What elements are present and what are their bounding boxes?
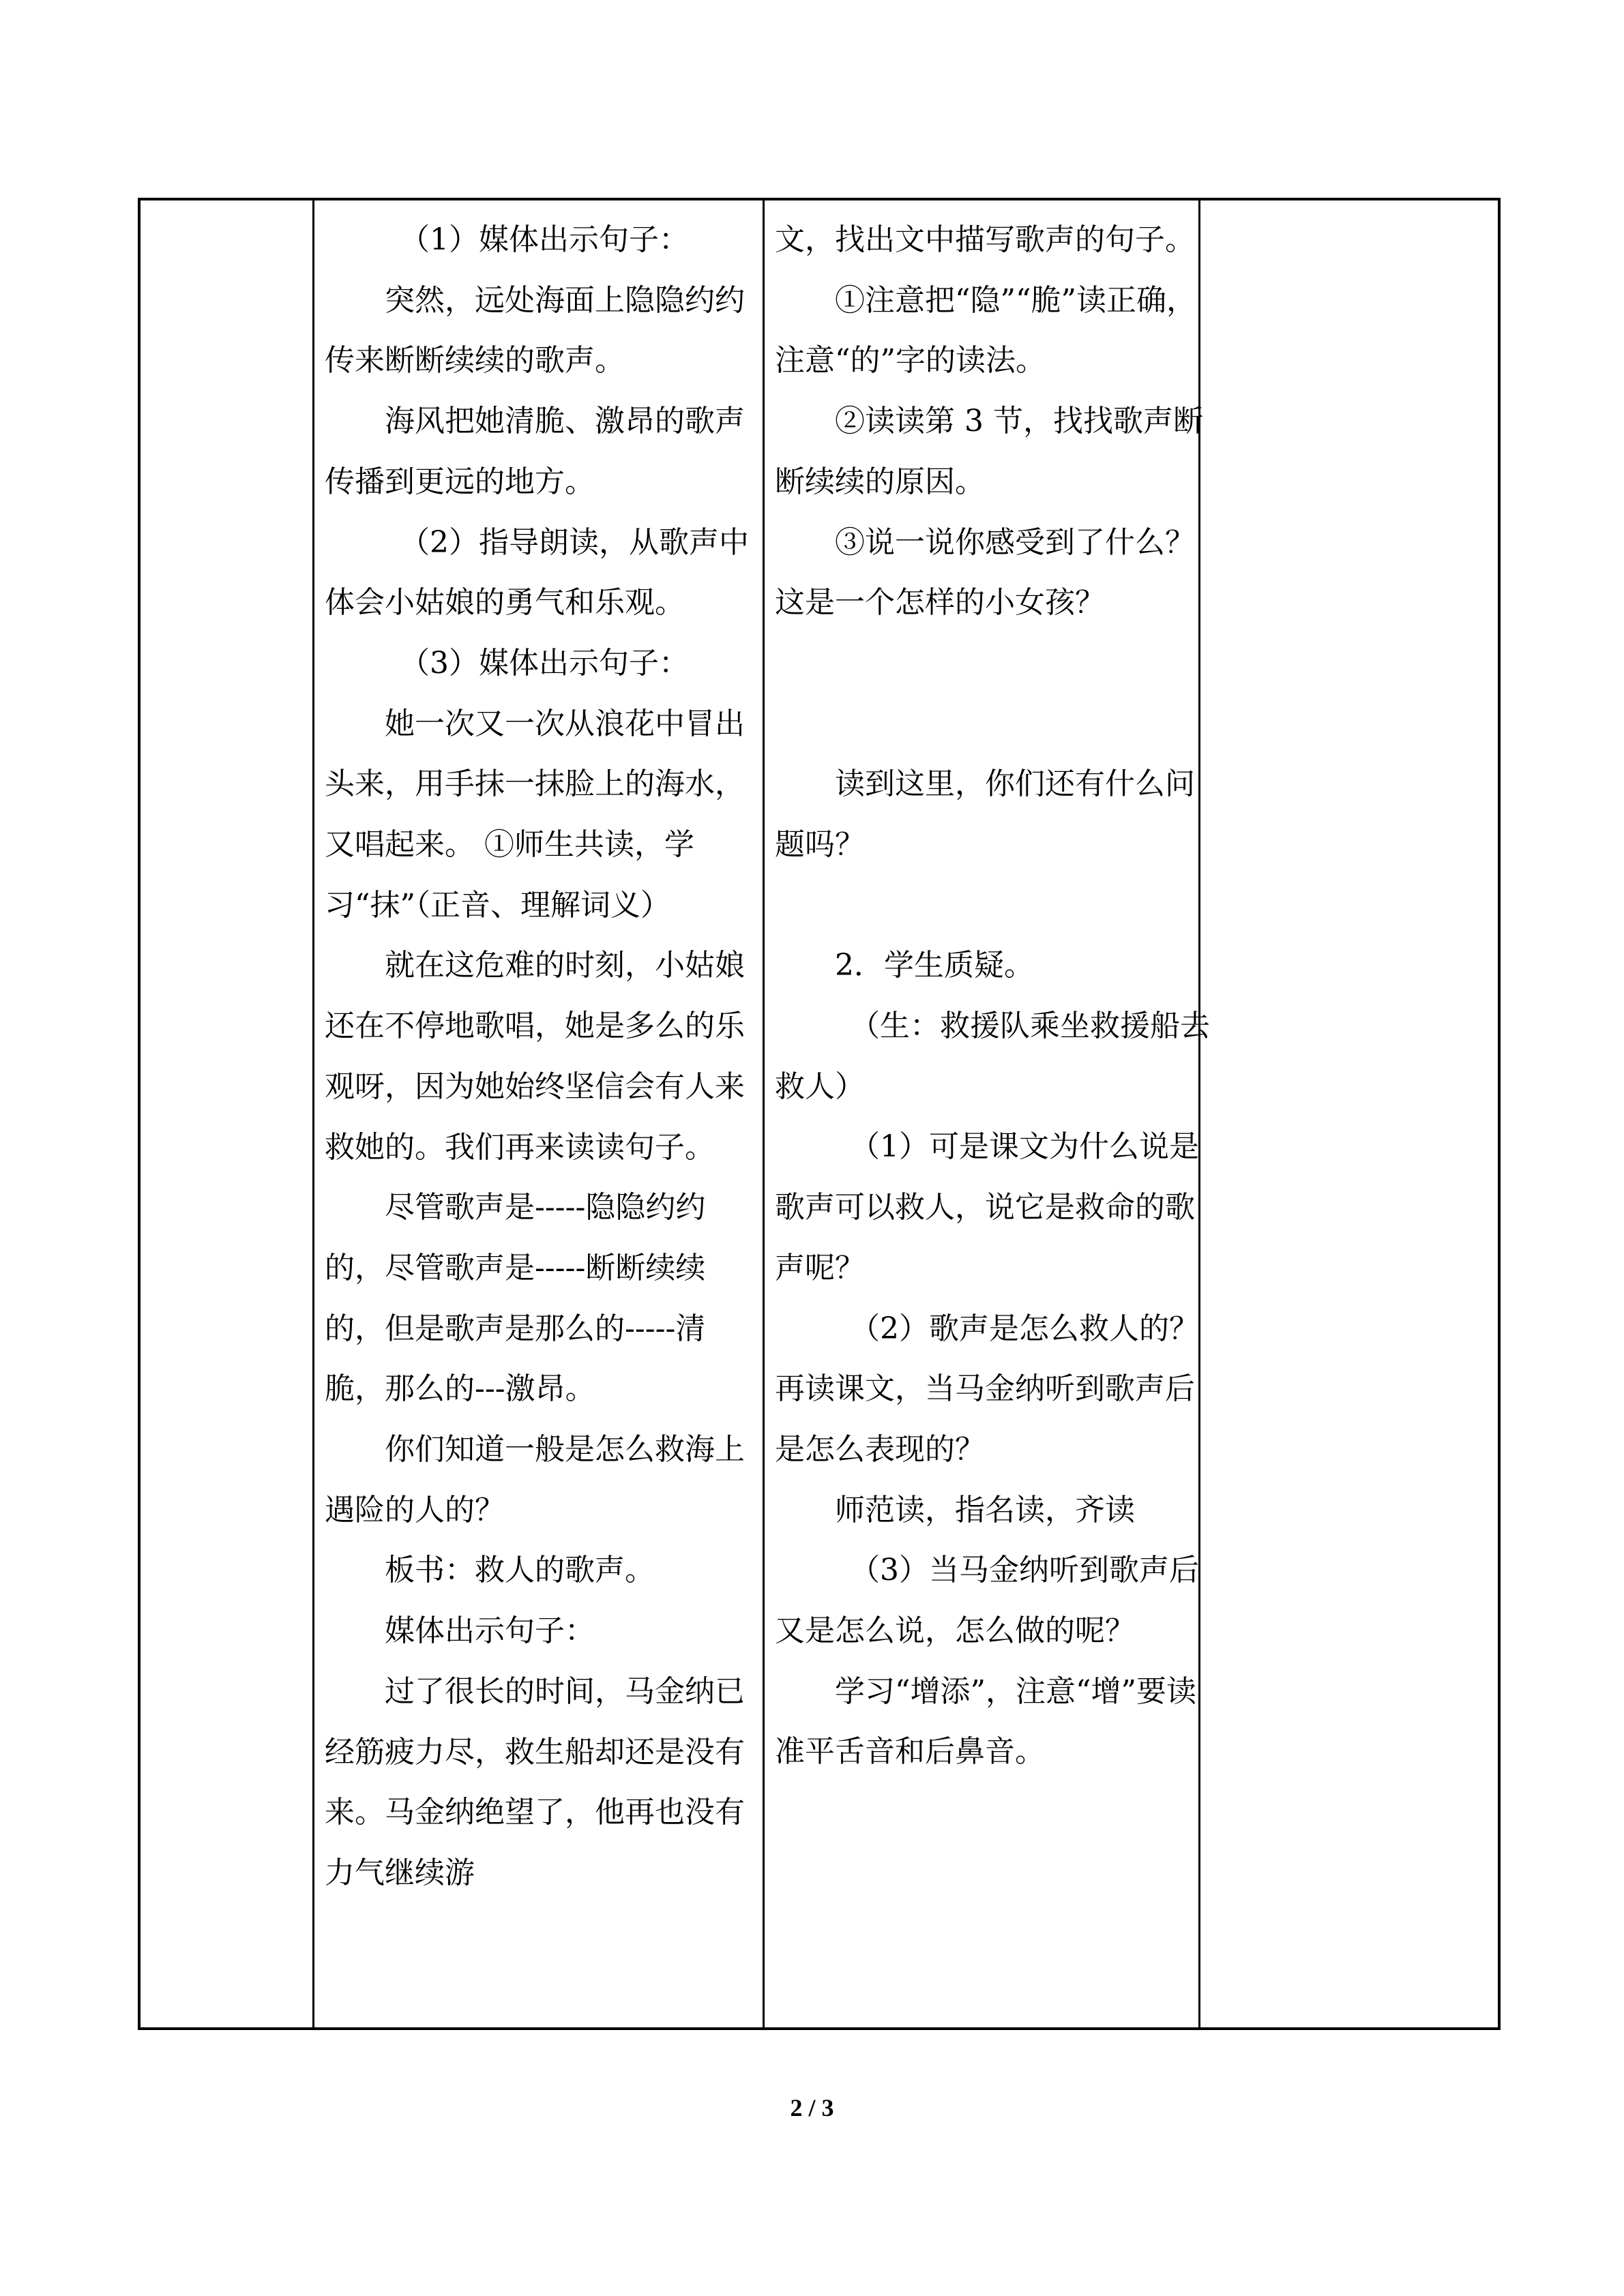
column-divider-2	[763, 200, 765, 2027]
student-activity-cell	[775, 210, 1211, 1783]
spacer	[775, 633, 1211, 754]
lesson-table	[138, 198, 1501, 2030]
paragraph: 她一次又一次从浪花中冒出头来，用手抹一抹脸上的海水，又唱起来。 ①师生共读，学习“抹”（正音、理解词义）	[325, 706, 745, 923]
paragraph: 学习“增添”，注意“增”要读准平舌音和后鼻音。	[775, 1673, 1196, 1770]
paragraph: （1）可是课文为什么说是歌声可以救人，说它是救命的歌声呢？	[775, 1129, 1199, 1285]
paragraph: 你们知道一般是怎么救海上遇险的人的？	[325, 1432, 745, 1527]
paragraph: 读到这里，你们还有什么问题吗？	[775, 766, 1195, 862]
paragraph: （1）媒体出示句子：	[400, 222, 689, 257]
paragraph: ②读读第 3 节，找找歌声断断续续的原因。	[775, 404, 1203, 499]
paragraph: （2）歌声是怎么救人的？再读课文，当马金纳听到歌声后是怎么表现的？	[775, 1311, 1199, 1467]
paragraph: ③说一说你感受到了什么？这是一个怎样的小女孩？	[775, 524, 1195, 621]
paragraph: ①注意把“隐”“脆”读正确，注意“的”字的读法。	[775, 282, 1196, 378]
paragraph: 尽管歌声是-----隐隐约约的，尽管歌声是-----断断续续的，但是歌声是那么的-----清脆，那么的---激昂。	[325, 1190, 706, 1407]
paragraph: （生：救援队乘坐救援船去救人）	[775, 1009, 1210, 1104]
page-number: 2 / 3	[790, 2094, 834, 2121]
paragraph: （3）媒体出示句子：	[400, 645, 689, 681]
paragraph: 突然，远处海面上隐隐约约传来断断续续的歌声。	[325, 282, 745, 378]
paragraph: （2）指导朗读，从歌声中体会小姑娘的勇气和乐观。	[325, 524, 749, 621]
paragraph: 过了很长的时间，马金纳已经筋疲力尽，救生船却还是没有来。马金纳绝望了，他再也没有力气继续游	[325, 1673, 745, 1890]
paragraph: 2．学生质疑。	[835, 948, 1034, 983]
teacher-activity-cell	[325, 210, 754, 1904]
paragraph: 板书：救人的歌声。	[385, 1553, 655, 1588]
column-divider-1	[312, 200, 314, 2027]
paragraph: 海风把她清脆、激昂的歌声传播到更远的地方。	[325, 404, 745, 499]
paragraph: 师范读，指名读，齐读	[835, 1492, 1135, 1527]
paragraph: 文，找出文中描写歌声的句子。	[775, 222, 1195, 257]
paragraph: 就在这危难的时刻，小姑娘还在不停地歌唱，她是多么的乐观呀，因为她始终坚信会有人来救她的。我们再来读读句子。	[325, 948, 745, 1165]
paragraph: （3）当马金纳听到歌声后又是怎么说，怎么做的呢？	[775, 1553, 1199, 1649]
paragraph: 媒体出示句子：	[385, 1613, 595, 1649]
spacer	[775, 875, 1211, 936]
